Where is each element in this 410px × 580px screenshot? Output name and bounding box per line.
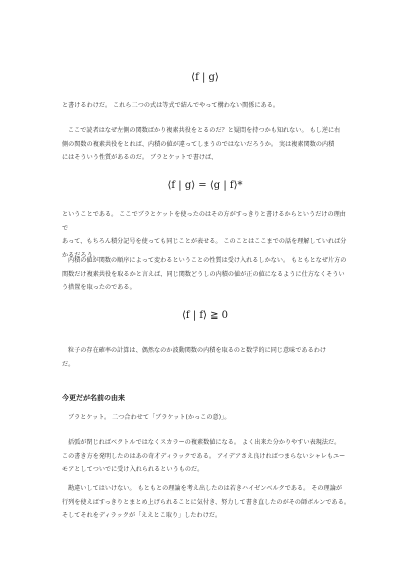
paragraph-8: 勘違いしてはいけない。 もともとの理論を考え出したのは若きハイゼンベルクである。 その理論が 行列を使えばすっきりとまとめ上げられることに気付き、努力して書き直したのがその師ボルンである。 そしてそれをディラックが「ええとこ取り」したわけだ。 xyxy=(62,485,350,520)
paragraph-7: 括弧が閉じればベクトルではなくスカラーの複素数値になる。 よく出来た分かりやすい表現法だ。 この書き方を発明したのはあの奇才ディラックである。 アイデアさえ良ければつまらないシャレもユー モアとしてついでに受け入れられるというものだ。 xyxy=(62,439,346,474)
paragraph-4: 内積の値が関数の順序によって変わるということの性質は受け入れるしかない。 もともとなぜ片方の 関数だけ複素共役を取るかと言えば、同じ関数どうしの内積の値が正の値になるように仕方なくそうい う措置を取ったのである。 xyxy=(62,257,347,292)
equation-inner-product: ⟨f | g⟩ xyxy=(191,72,219,83)
section-heading: 今更だが名前の由来 xyxy=(62,394,125,402)
equation-conjugate-symmetry: ⟨f | g⟩ = ⟨g | f⟩* xyxy=(167,180,243,191)
paragraph-3: ということである。 ここでブラとケットを使ったのはその方がすっきりと書けるからというだけの理由で あって、もちろん積分記号を使っても同じことが表せる。 このことはここまでの話を理解していれば分 かるだろう。 xyxy=(62,211,347,259)
paragraph-2: ここで読者はなぜ左側の関数ばかり複素共役をとるのだ？と疑問を持つかも知れない。 もし逆に右 側の関数の複素共役をとれば、内積の値が違ってしまうのではないだろうか。 実は複素関数の内積 にはそういう性質があるのだ。 ブラとケットで書けば、 xyxy=(62,127,341,162)
paragraph-5: 粒子の存在確率の計算は、偶然なのか波動関数の内積を取るのと数学的に同じ意味であるわけ だ。 xyxy=(62,347,327,368)
paragraph-6: ブラとケット。 二つ合わせて「ブラケット(かっこの意)」。 xyxy=(68,414,231,421)
equation-positivity: ⟨f | f⟩ ≧ 0 xyxy=(181,310,229,321)
paragraph-1: と書けるわけだ。 これら二つの式は等式で結んでやって構わない関係にある。 xyxy=(62,102,280,109)
